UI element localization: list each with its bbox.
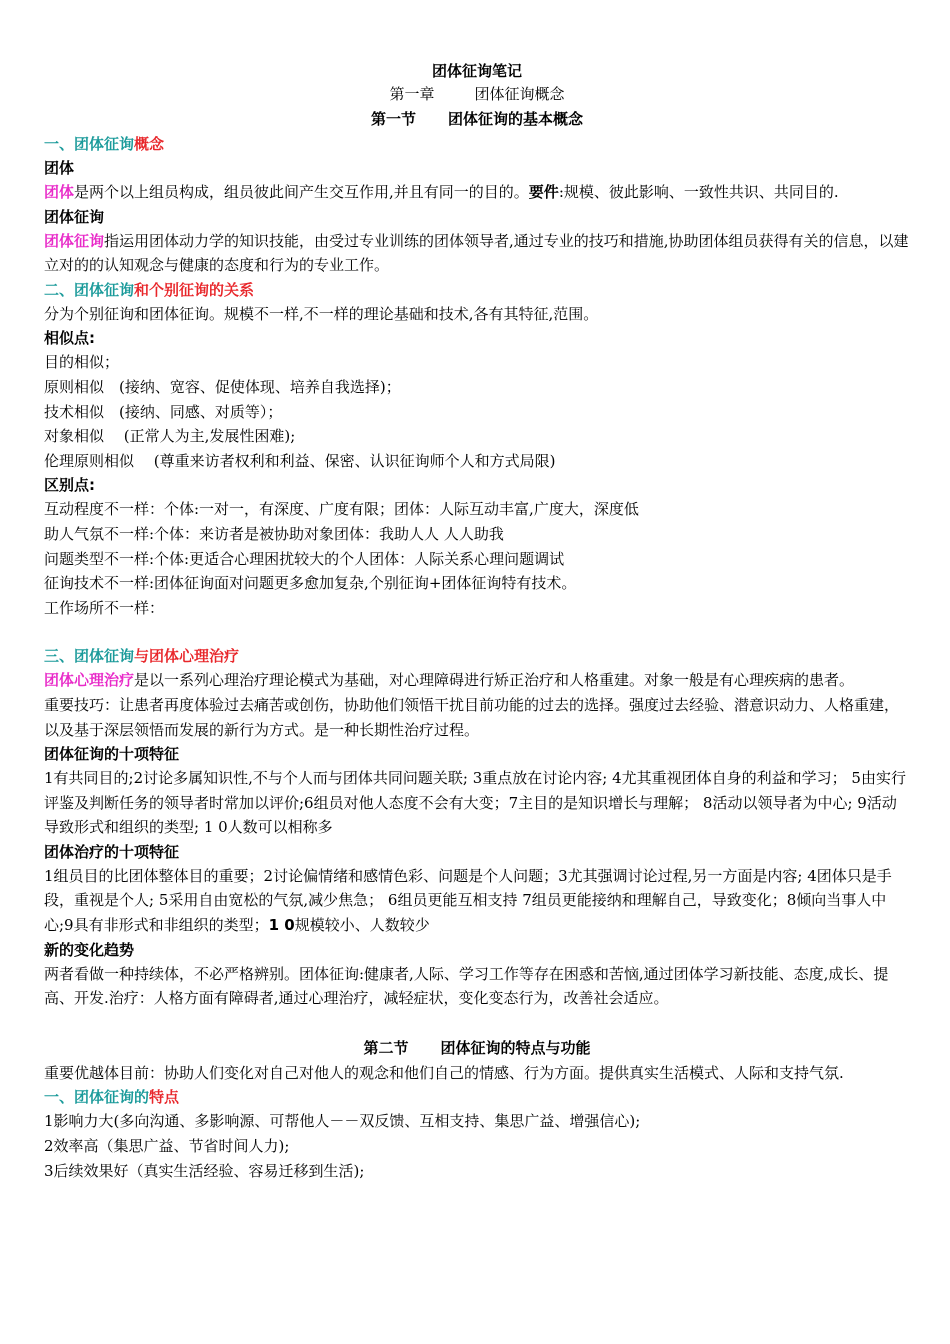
section1-name: 团体征询的基本概念 (448, 110, 584, 128)
group-req-text: :规模、彼此影响、一致性共识、共同目的. (558, 183, 839, 201)
heading-relation-a: 二、团体征询 (44, 280, 135, 299)
diff-item: 助人气氛不一样:个体：来访者是被协助对象团体：我助人人 人人助我 (44, 524, 504, 543)
chapter-name: 团体征询概念 (474, 85, 565, 103)
document-page (44, 60, 910, 1183)
chapter-heading (44, 82, 910, 106)
term-therapy: 团体心理治疗 (44, 671, 135, 690)
chapter-number: 第一章 (389, 85, 435, 103)
feature-item: 3后续效果好（真实生活经验、容易迁移到生活); (44, 1161, 365, 1180)
similar-label: 相似点: (44, 329, 95, 348)
trend-title: 新的变化趋势 (44, 940, 135, 959)
feature-item: 2效率高（集思广益、节省时间人力); (44, 1137, 290, 1156)
heading-concept (44, 132, 910, 156)
heading-features-a: 一、团体征询的 (44, 1088, 150, 1107)
paragraph-group-definition (44, 180, 910, 205)
ten-therapy-paragraph (44, 864, 910, 938)
section2-heading (44, 1035, 910, 1061)
spacer (44, 1011, 910, 1035)
paragraph-counsel-definition (44, 229, 910, 278)
feature-item: 1影响力大(多向沟通、多影响源、可帮他人－－双反馈、互相支持、集思广益、增强信心); (44, 1112, 641, 1131)
section2-name: 团体征询的特点与功能 (440, 1038, 591, 1057)
ten-counsel-text: 1有共同目的;2讨论多属知识性,不与个人而与团体共同问题关联; 3重点放在讨论内容; 4尤其重视团体自身的利益和学习； 5由实行评鉴及判断任务的领导者时常加以评价;6组员对他人态度不会有大变；7主目的是知识增长与理解； 8活动以领导者为中心; 9活动导致形式和组织的类型; 1 0人数可以相称多 (44, 769, 906, 837)
doc-title: 团体征询笔记 (431, 62, 522, 80)
term-counsel: 团体征询 (44, 231, 105, 250)
section2-number: 第二节 (363, 1038, 409, 1057)
therapy-text: 是以一系列心理治疗理论模式为基础，对心理障碍进行矫正治疗和人格重建。对象一般是有心理疾病的患者。 (134, 671, 855, 690)
ten-therapy-text-a: 1组员目的比团体整体目的重要；2讨论偏情绪和感情色彩、问题是个人问题；3尤其强调讨论过程,另一方面是内容; 4团体只是手段，重视是个人; 5采用自由宽松的气氛,减少焦急； 6组员更能互相支持 7组员更能接纳和理解自己，导致变化；8倾向当事人中心;9具有非形式和非组织的类型； (44, 866, 892, 935)
heading-concept-b: 概念 (134, 135, 165, 153)
group-text: 是两个以上组员构成，组员彼此间产生交互作用,并且有同一的目的。 (74, 183, 529, 201)
ten-therapy-text-c: 规模较小、人数较少 (294, 916, 430, 935)
heading-relation (44, 278, 910, 302)
section1-heading (44, 106, 910, 132)
heading-therapy-a: 三、团体征询 (44, 647, 135, 666)
diff-item: 问题类型不一样:个体:更适合心理困扰较大的个人团体：人际关系心理问题调试 (44, 549, 565, 568)
similar-item: 技术相似 (接纳、同感、对质等）； (44, 402, 283, 421)
counsel-text: 指运用团体动力学的知识技能，由受过专业训练的团体领导者,通过专业的技巧和措施,协助团体组员获得有关的信息，以建立对的的认知观念与健康的态度和行为的专业工作。 (44, 231, 909, 275)
heading-features-b: 特点 (149, 1088, 180, 1107)
subheading-group: 团体 (44, 159, 75, 177)
heading-therapy (44, 644, 910, 668)
term-group: 团体 (44, 183, 75, 201)
group-req-label: 要件 (528, 183, 559, 201)
subheading-counsel: 团体征询 (44, 207, 105, 226)
similar-item: 原则相似 (接纳、宽容、促使体现、培养自我选择)； (44, 377, 401, 396)
paragraph-therapy-technique: 重要技巧：让患者再度体验过去痛苦或创伤，协助他们领悟干扰目前功能的过去的选择。强度过去经验、潜意识动力、人格重建，以及基于深层领悟而发展的新行为方式。是一种长期性治疗过程。 (44, 695, 900, 739)
ten-therapy-title: 团体治疗的十项特征 (44, 842, 180, 861)
heading-concept-a: 一、团体征询 (44, 135, 135, 153)
relation-intro: 分为个别征询和团体征询。规模不一样,不一样的理论基础和技术,各有其特征,范围。 (44, 304, 599, 323)
similar-item: 目的相似； (44, 353, 120, 372)
diff-item: 工作场所不一样： (44, 598, 165, 617)
ten-counsel-title: 团体征询的十项特征 (44, 745, 180, 764)
diff-item: 征询技术不一样:团体征询面对问题更多愈加复杂,个别征询+团体征询特有技术。 (44, 574, 577, 593)
similar-item: 对象相似 (正常人为主,发展性困难); (44, 427, 296, 446)
spacer (44, 620, 910, 644)
diff-item: 互动程度不一样：个体:一对一，有深度、广度有限；团体：人际互动丰富,广度大，深度低 (44, 500, 639, 519)
section1-number: 第一节 (370, 110, 416, 128)
similar-item: 伦理原则相似 (尊重来访者权利和利益、保密、认识征询师个人和方式局限) (44, 451, 556, 470)
heading-therapy-b: 与团体心理治疗 (134, 647, 240, 666)
paragraph-therapy-definition (44, 668, 910, 693)
section2-intro: 重要优越体目前：协助人们变化对自己对他人的观念和他们自己的情感、行为方面。提供真实生活模式、人际和支持气氛. (44, 1063, 844, 1082)
heading-features (44, 1085, 910, 1109)
heading-relation-b: 和个别征询的关系 (134, 280, 255, 299)
diff-label: 区别点: (44, 476, 95, 495)
trend-text: 两者看做一种持续体，不必严格辨别。团体征询:健康者,人际、学习工作等存在困惑和苦恼,通过团体学习新技能、态度,成长、提高、开发.治疗：人格方面有障碍者,通过心理治疗，减轻症状，变化变态行为，改善社会适应。 (44, 964, 889, 1008)
ten-therapy-text-b: 1 0 (268, 916, 295, 935)
